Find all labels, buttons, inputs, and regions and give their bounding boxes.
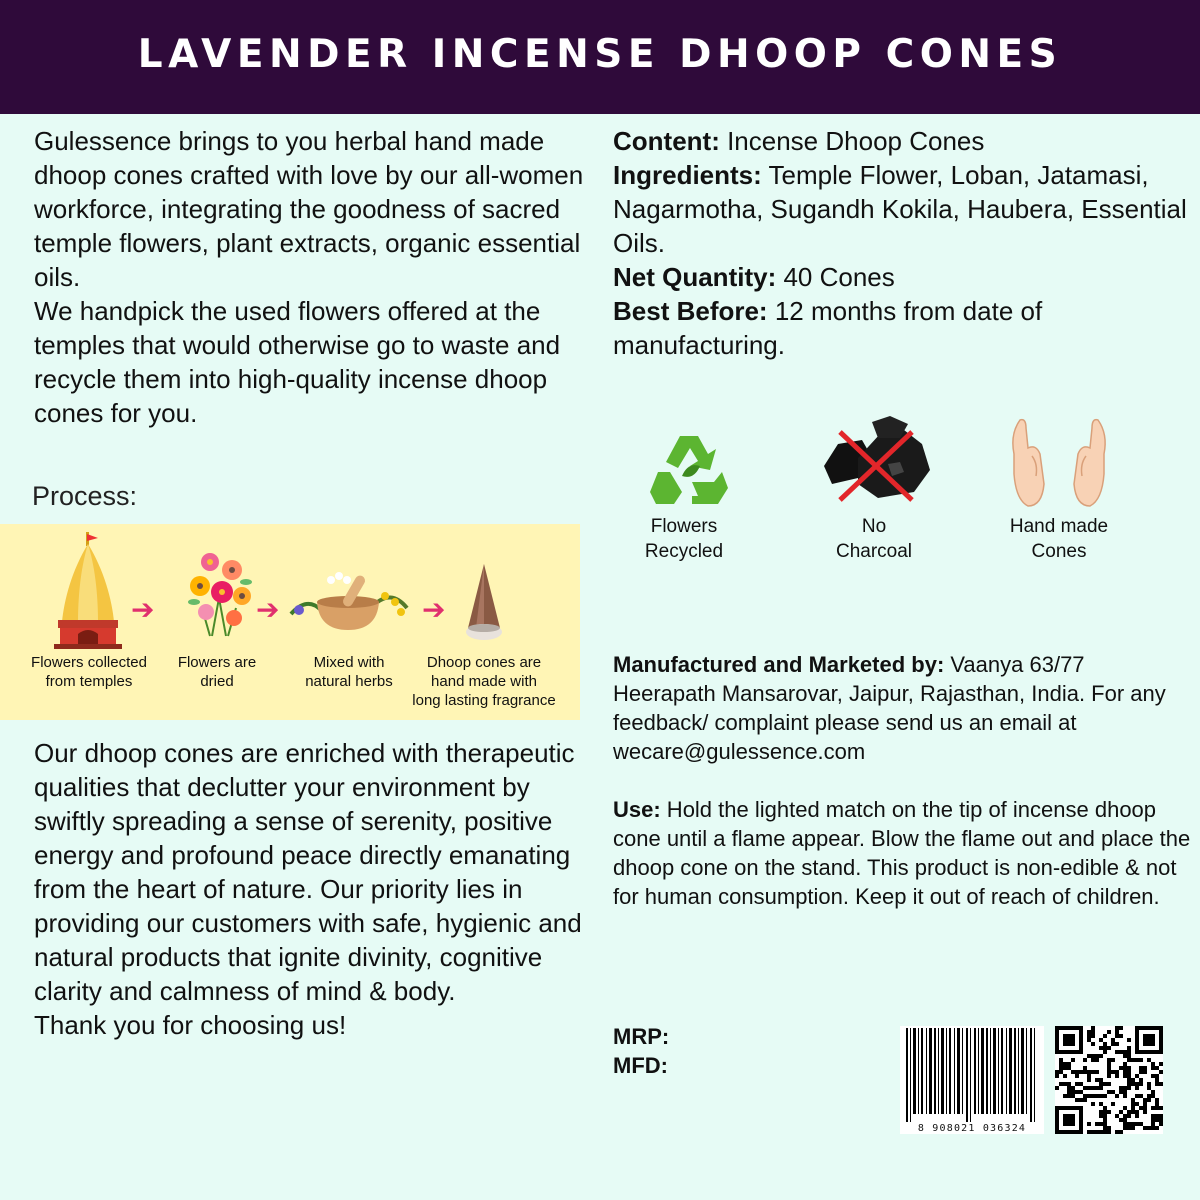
badge-caption: Charcoal <box>835 541 913 562</box>
qr-code <box>1055 1026 1163 1134</box>
step-caption: from temples <box>45 673 133 690</box>
badge-hand-made <box>969 514 1149 564</box>
process-arrow-3: ➔ <box>422 594 446 625</box>
intro-text <box>34 124 594 430</box>
use-label: Use: <box>613 797 661 822</box>
no-charcoal-icon <box>818 414 940 506</box>
header-bar <box>0 0 1200 114</box>
best-before-value: 12 months from date of manufacturing. <box>613 296 1043 360</box>
process-step-2 <box>152 653 282 691</box>
net-quantity-row <box>613 260 1193 294</box>
content-row <box>613 124 1193 158</box>
process-arrow-1: ➔ <box>131 594 155 625</box>
mrp-label: MRP: <box>613 1024 670 1049</box>
barcode-number: 8 908021 036324 <box>900 1123 1044 1134</box>
flowers-icon <box>182 548 256 640</box>
content-label: Content: <box>613 126 720 156</box>
manufacturer-value: Vaanya 63/77 Heerapath Mansarovar, Jaipur, Rajasthan, India. For any feedback/ complaint please send us an email at wecare@gulessence.com <box>613 652 1166 764</box>
process-arrow-2: ➔ <box>256 594 280 625</box>
process-step-1 <box>14 653 164 691</box>
outro-paragraph-2: Thank you for choosing us! <box>34 1010 347 1040</box>
step-caption: dried <box>200 673 234 690</box>
best-before-label: Best Before: <box>613 296 768 326</box>
step-caption: natural herbs <box>305 673 393 690</box>
badge-caption: Cones <box>1031 541 1087 562</box>
barcode <box>900 1026 1044 1134</box>
ingredients-row <box>613 158 1193 260</box>
step-caption: Flowers collected <box>31 654 147 671</box>
product-details <box>613 124 1193 362</box>
qr-pattern <box>1055 1026 1163 1134</box>
manufacturer-info <box>613 650 1193 766</box>
intro-paragraph-1: Gulessence brings to you herbal hand made dhoop cones crafted with love by our all-women workforce, integrating the goodness of sacred temple flowers, plant extracts, organic essential oils. <box>34 126 584 292</box>
step-caption: Flowers are <box>177 654 257 671</box>
ingredients-label: Ingredients: <box>613 160 762 190</box>
step-caption: Mixed with <box>313 654 385 671</box>
badge-caption: Recycled <box>644 541 724 562</box>
step-caption: Dhoop cones are <box>426 654 542 671</box>
usage-info <box>613 795 1193 911</box>
badge-caption: Hand made <box>1009 516 1109 537</box>
process-title: Process: <box>32 481 138 511</box>
manufacturer-label: Manufactured and Marketed by: <box>613 652 945 677</box>
use-value: Hold the lighted match on the tip of incense dhoop cone until a flame appear. Blow the flame out and place the dhoop cone on the stand. This product is non-edible & not for human consumption. Keep it out of reach of children. <box>613 797 1191 909</box>
ingredients-value: Temple Flower, Loban, Jatamasi, Nagarmotha, Sugandh Kokila, Haubera, Essential Oils. <box>613 160 1187 258</box>
recycle-icon <box>648 432 730 506</box>
net-quantity-label: Net Quantity: <box>613 262 777 292</box>
step-caption: long lasting fragrance <box>412 692 556 709</box>
best-before-row <box>613 294 1193 362</box>
outro-text <box>34 736 594 1042</box>
mortar-herbs-icon <box>287 566 411 636</box>
content-value: Incense Dhoop Cones <box>719 126 985 156</box>
page-title: LAVENDER INCENSE DHOOP CONES <box>137 31 1063 77</box>
step-caption: hand made with <box>431 673 537 690</box>
process-step-4 <box>400 653 568 710</box>
net-quantity-value: 40 Cones <box>776 262 895 292</box>
badge-caption: No <box>861 516 887 537</box>
badge-caption: Flowers <box>650 516 718 537</box>
mfd-label: MFD: <box>613 1053 668 1078</box>
intro-paragraph-2: We handpick the used flowers offered at the temples that would otherwise go to waste and recycle them into high-quality incense dhoop cones for you. <box>34 296 561 428</box>
temple-icon <box>50 530 126 650</box>
outro-paragraph-1: Our dhoop cones are enriched with therapeutic qualities that declutter your environment by swiftly spreading a sense of serenity, positive energy and profound peace directly emanating from the heart of nature. Our priority lies in providing our customers with safe, hygienic and natural products that ignite divinity, cognitive clarity and calmness of mind & body. <box>34 738 582 1006</box>
hands-icon <box>1006 414 1112 510</box>
process-step-3 <box>284 653 414 691</box>
dhoop-cone-icon <box>462 562 506 644</box>
price-date-block <box>613 1022 669 1080</box>
badge-no-charcoal <box>784 514 964 564</box>
barcode-bars <box>900 1028 1044 1122</box>
badge-flowers-recycled <box>594 514 774 564</box>
